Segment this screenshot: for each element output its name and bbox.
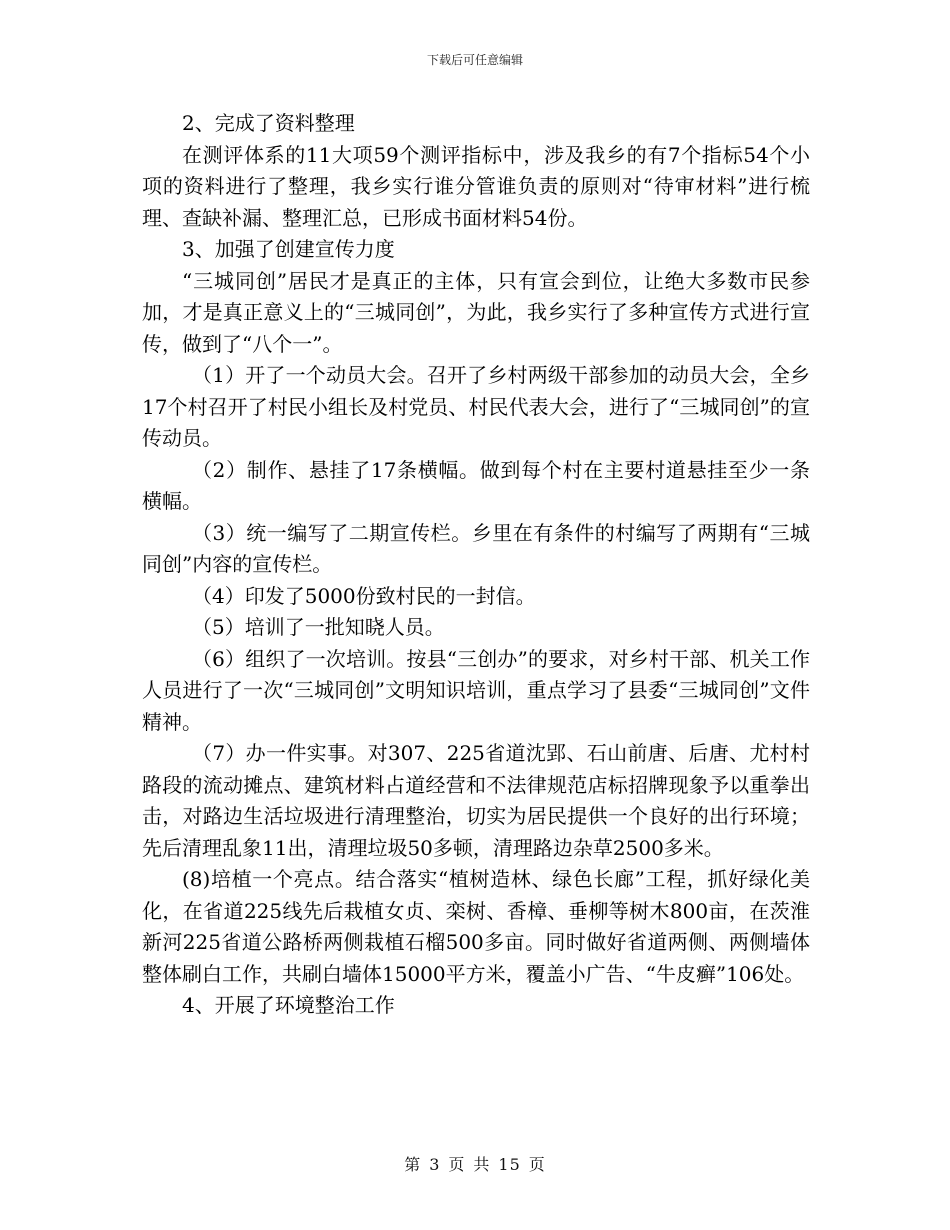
list-item-4: （4）印发了5000份致村民的一封信。 [192, 583, 536, 608]
section-heading-4: 4、开展了环境整治工作 [182, 993, 395, 1017]
list-item-5: （5）培训了一批知晓人员。 [192, 615, 445, 639]
footer-total-pages: 15 [498, 1155, 521, 1174]
list-item-3: （3）统一编写了二期宣传栏。乡里在有条件的村编写了两期有“三城同创”内容的宣传栏。 [142, 520, 810, 576]
list-item-8: (8)培植一个亮点。结合落实“植树造林、绿色长廊”工程，抓好绿化美化，在省道225线先后栽植女贞、栾树、香樟、垂柳等树木800亩，在茨淮新河225省道公路桥两侧栽植石榴500多亩。同时做好省道两侧、两侧墙体整体刷白工作，共刷白墙体15000平方米，覆盖小广告、“牛皮癣”106处。 [142, 867, 810, 986]
footer-page-unit: 页 [448, 1155, 466, 1174]
footer-total-unit: 页 [528, 1155, 546, 1174]
list-item-6: （6）组织了一次培训。按县“三创办”的要求，对乡村干部、机关工作人员进行了一次“三城同创”文明知识培训，重点学习了县委“三城同创”文件精神。 [142, 646, 810, 734]
page-header-note: 下载后可任意编辑 [426, 53, 523, 67]
paragraph-materials: 在测评体系的11大项59个测评指标中，涉及我乡的有7个指标54个小项的资料进行了整理，我乡实行谁分管谁负责的原则对“待审材料”进行梳理、查缺补漏、整理汇总，已形成书面材料54份。 [142, 142, 810, 230]
list-item-7: （7）办一件实事。对307、225省道沈郢、石山前唐、后唐、尤村村路段的流动摊点、建筑材料占道经营和不法律规范店标招牌现象予以重拳出击，对路边生活垃圾进行清理整治，切实为居民提供一个良好的出行环境；先后清理乱象11出，清理垃圾50多顿，清理路边杂草2500多米。 [142, 741, 810, 860]
paragraph-publicity-intro: “三城同创”居民才是真正的主体，只有宣会到位，让绝大多数市民参加，才是真正意义上的“三城同创”，为此，我乡实行了多种宣传方式进行宣传，做到了“八个一”。 [142, 268, 810, 356]
section-heading-2: 2、完成了资料整理 [182, 111, 355, 135]
list-item-1: （1）开了一个动员大会。召开了乡村两级干部参加的动员大会，全乡17个村召开了村民小组长及村党员、村民代表大会，进行了“三城同创”的宣传动员。 [142, 363, 810, 450]
list-item-2: （2）制作、悬挂了17条横幅。做到每个村在主要村道悬挂至少一条横幅。 [142, 457, 810, 513]
footer-prefix: 第 [404, 1155, 422, 1174]
footer-total-label: 共 [473, 1155, 491, 1174]
footer-page-number: 3 [429, 1155, 441, 1174]
section-heading-3: 3、加强了创建宣传力度 [182, 237, 395, 261]
document-body [142, 108, 810, 1022]
page-footer [0, 1154, 950, 1176]
